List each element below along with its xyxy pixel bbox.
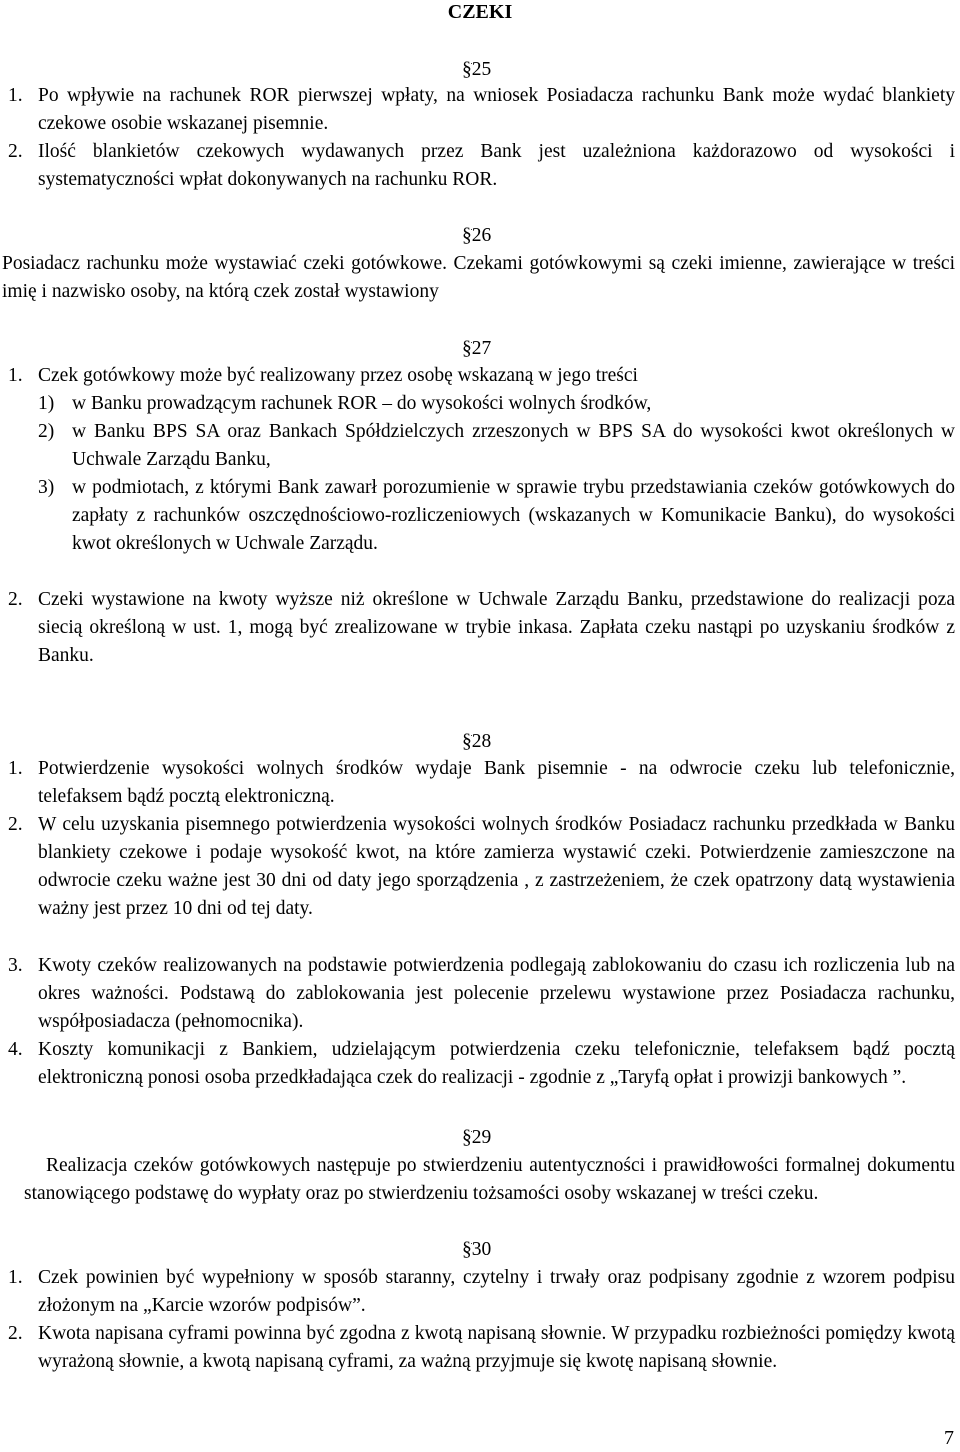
section-number: 28 — [471, 731, 492, 752]
section-27-item-1: 1. Czek gotówkowy może być realizowany przez osobę wskazaną w jego treści — [8, 365, 638, 386]
section-25-heading: §25 — [462, 59, 492, 80]
document-title: CZEKI — [447, 1, 513, 23]
section-27-subitem-2: 2) w Banku BPS SA oraz Bankach Spółdzielczych zrzeszonych w BPS SA do wysokości kwot określonych w Uchwale Zarządu Banku, — [38, 421, 955, 470]
section-number: 26 — [471, 225, 492, 246]
section-28-item-2: 2. W celu uzyskania pisemnego potwierdzenia wysokości wolnych środków Posiadacz rachunku przedkłada w Banku blankiety czekowe i podaje wysokość kwot, na które zamierza wystawić czeki. Potwierdzenie zamieszczone na odwrocie czeku ważne jest 30 dni od daty jego sporządzenia , z zastrzeżeniem, że czek opatrzony datą wystawienia ważny jest przez 10 dni od tej daty. — [8, 814, 955, 919]
section-28-item-4: 4. Koszty komunikacji z Bankiem, udzielającym potwierdzenia czeku telefonicznie, telefaksem bądź pocztą elektroniczną ponosi osoba przedkładająca czek do realizacji - zgodnie z „Taryfą opłat i prowizji bankowych ”. — [8, 1039, 955, 1088]
section-30-heading: §30 — [462, 1239, 492, 1260]
section-number: 29 — [471, 1127, 492, 1148]
section-30-item-1: 1. Czek powinien być wypełniony w sposób staranny, czytelny i trwały oraz podpisany zgodnie z wzorem podpisu złożonym na „Karcie wzorów podpisów”. — [8, 1267, 955, 1316]
section-28-item-1: 1. Potwierdzenie wysokości wolnych środków wydaje Bank pisemnie - na odwrocie czeku lub telefonicznie, telefaksem bądź pocztą elektroniczną. — [8, 758, 955, 807]
section-number: 27 — [471, 338, 492, 359]
section-26-text: Posiadacz rachunku może wystawiać czeki gotówkowe. Czekami gotówkowymi są czeki imienne, zawierające w treści imię i nazwisko osoby, na którą czek został wystawiony — [2, 253, 955, 302]
section-26-heading: §26 — [462, 225, 492, 246]
section-25-item-2: 2. Ilość blankietów czekowych wydawanych przez Bank jest uzależniona każdorazowo od wysokości i systematyczności wpłat dokonywanych na rachunku ROR. — [8, 141, 955, 190]
section-25-item-1: 1. Po wpływie na rachunek ROR pierwszej wpłaty, na wniosek Posiadacza rachunku Bank może wydać blankiety czekowe osobie wskazanej pisemnie. — [8, 85, 955, 134]
section-number: 30 — [471, 1239, 492, 1260]
section-number: 25 — [471, 59, 492, 80]
section-29-text: Realizacja czeków gotówkowych następuje po stwierdzeniu autentyczności i prawidłowości formalnej dokumentu stanowiącego podstawę do wypłaty oraz po stwierdzeniu tożsamości osoby wskazanej w treści czeku. — [24, 1155, 955, 1204]
section-27-item-2: 2. Czeki wystawione na kwoty wyższe niż określone w Uchwale Zarządu Banku, przedstawione do realizacji poza siecią określoną w ust. 1, mogą być zrealizowane w trybie inkasa. Zapłata czeku nastąpi po uzyskaniu środków z Banku. — [8, 589, 955, 666]
section-28-item-3: 3. Kwoty czeków realizowanych na podstawie potwierdzenia podlegają zablokowaniu do czasu ich rozliczenia lub na okres ważności. Podstawą do zablokowania jest polecenie przelewu wystawione przez Posiadacza rachunku, współposiadacza (pełnomocnika). — [8, 955, 955, 1032]
section-28-heading: §28 — [462, 731, 492, 752]
page-number: 7 — [944, 1427, 954, 1449]
section-29-heading: §29 — [462, 1127, 492, 1148]
section-27-subitem-3: 3) w podmiotach, z którymi Bank zawarł porozumienie w sprawie trybu przedstawiania czeków gotówkowych do zapłaty z rachunków oszczędnościowo-rozliczeniowych (wskazanych w Komunikacie Banku), do wysokości kwot określonych w Uchwale Zarządu. — [38, 477, 955, 554]
section-27-heading: §27 — [462, 338, 492, 359]
section-30-item-2: 2. Kwota napisana cyframi powinna być zgodna z kwotą napisaną słownie. W przypadku rozbieżności pomiędzy kwotą wyrażoną słownie, a kwotą napisaną cyframi, za ważną przyjmuje się kwotę napisaną słownie. — [8, 1323, 955, 1372]
section-27-subitem-1: 1) w Banku prowadzącym rachunek ROR – do wysokości wolnych środków, — [38, 393, 652, 414]
